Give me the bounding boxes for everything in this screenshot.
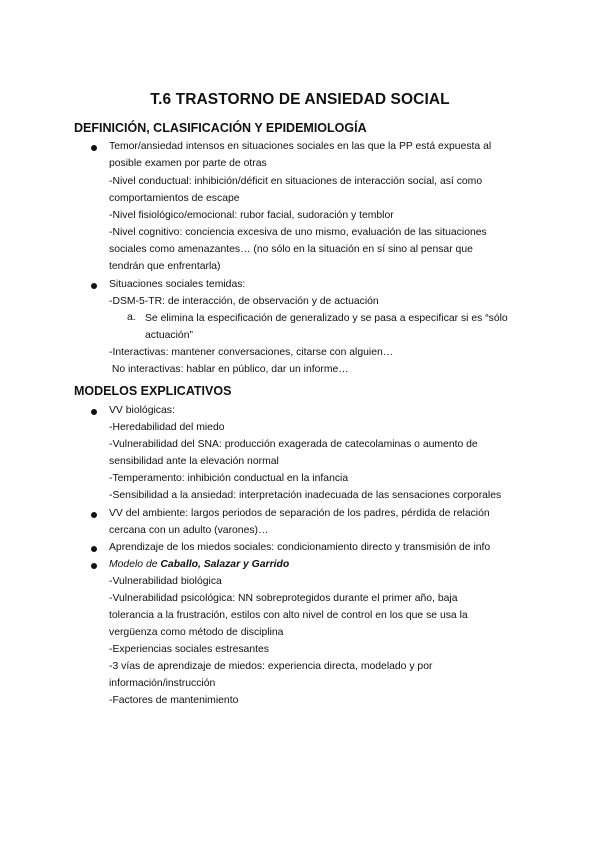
bullet-icon <box>91 409 97 415</box>
text-line: información/instrucción <box>109 678 216 689</box>
text-line: -Nivel cognitivo: conciencia excesiva de uno mismo, evaluación de las situaciones <box>109 227 487 238</box>
bullet-icon <box>91 563 97 569</box>
text-line: -Sensibilidad a la ansiedad: interpretación inadecuada de las sensaciones corporales <box>109 490 502 501</box>
text-line: -DSM-5-TR: de interacción, de observación y de actuación <box>109 296 379 307</box>
section-heading-definicion: DEFINICIÓN, CLASIFICACIÓN Y EPIDEMIOLOGÍA <box>74 121 367 135</box>
text-line: -3 vías de aprendizaje de miedos: experiencia directa, modelado y por <box>109 661 433 672</box>
text-line: -Heredabilidad del miedo <box>109 422 225 433</box>
text-line: comportamientos de escape <box>109 193 240 204</box>
text-line: actuación” <box>145 330 193 341</box>
text-line: sociales como amenazantes… (no sólo en la situación en sí sino al pensar que <box>109 244 473 255</box>
text-line: tendrán que enfrentarla) <box>109 261 221 272</box>
text-line: -Vulnerabilidad del SNA: producción exagerada de catecolaminas o aumento de <box>109 439 478 450</box>
text-line: VV biológicas: <box>109 405 175 416</box>
text-line: posible examen por parte de otras <box>109 158 267 169</box>
text-line: -Vulnerabilidad psicológica: NN sobreprotegidos durante el primer año, baja <box>109 593 458 604</box>
page-title: T.6 TRASTORNO DE ANSIEDAD SOCIAL <box>150 91 450 108</box>
text-line: sensibilidad ante la elevación normal <box>109 456 279 467</box>
text-line <box>109 558 289 571</box>
text-line: -Factores de mantenimiento <box>109 695 239 706</box>
text-line: -Vulnerabilidad biológica <box>109 576 222 587</box>
text-line: tolerancia a la frustración, estilos con alto nivel de control en los que se usa la <box>109 610 468 621</box>
text-line: No interactivas: hablar en público, dar un informe… <box>109 364 349 375</box>
text-line: -Interactivas: mantener conversaciones, citarse con alguien… <box>109 347 394 358</box>
bullet-icon <box>91 145 97 151</box>
text-line: cercana con un adulto (varones)… <box>109 525 269 536</box>
text-line: Situaciones sociales temidas: <box>109 279 246 290</box>
bullet-icon <box>91 512 97 518</box>
text-line: -Experiencias sociales estresantes <box>109 644 269 655</box>
text-line: Se elimina la especificación de generalizado y se pasa a especificar si es “sólo <box>145 313 508 324</box>
list-marker: a. <box>127 312 136 323</box>
text-line: -Nivel fisiológico/emocional: rubor facial, sudoración y temblor <box>109 210 394 221</box>
text-line: VV del ambiente: largos periodos de separación de los padres, pérdida de relación <box>109 508 490 519</box>
text-line: vergüenza como método de disciplina <box>109 627 284 638</box>
section-heading-modelos: MODELOS EXPLICATIVOS <box>74 384 232 398</box>
bullet-icon <box>91 546 97 552</box>
text-line: Temor/ansiedad intensos en situaciones sociales en las que la PP está expuesta al <box>109 141 492 152</box>
text-bold-italic: Caballo, Salazar y Garrido <box>160 559 290 570</box>
text-line: Aprendizaje de los miedos sociales: condicionamiento directo y transmisión de info <box>109 542 491 553</box>
bullet-icon <box>91 283 97 289</box>
text-line: -Nivel conductual: inhibición/déficit en situaciones de interacción social, así como <box>109 176 483 187</box>
text-italic: Modelo de <box>109 559 161 570</box>
text-line: -Temperamento: inhibición conductual en la infancia <box>109 473 349 484</box>
